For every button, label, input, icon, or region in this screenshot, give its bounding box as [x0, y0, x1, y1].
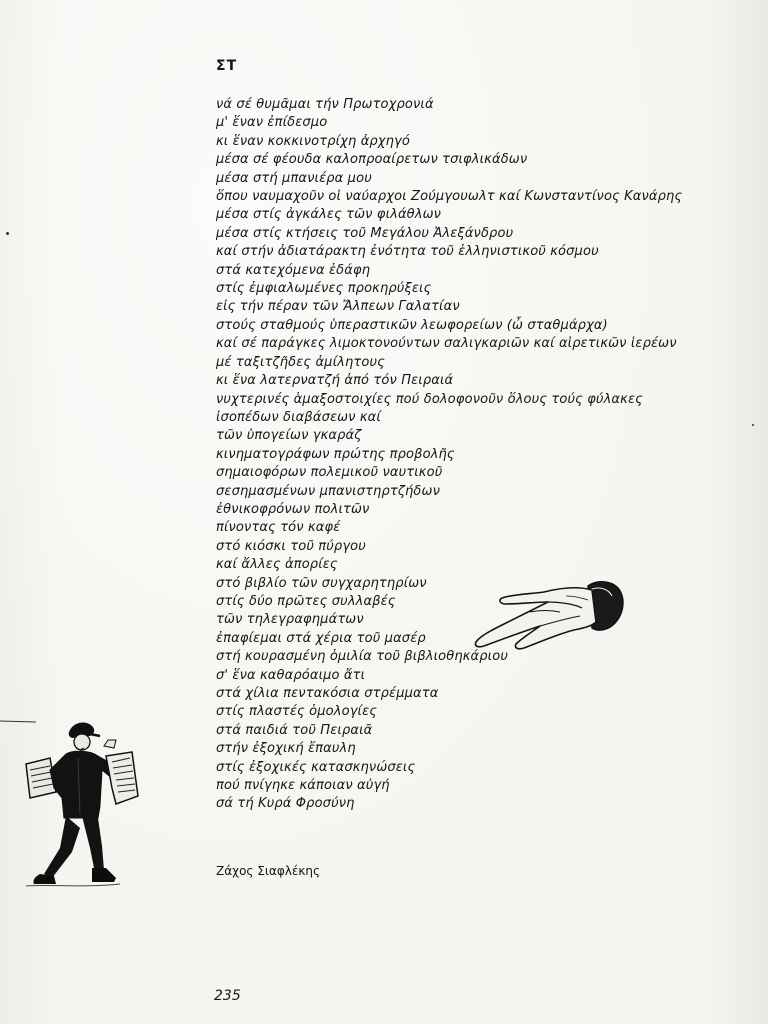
poem-line: στό κιόσκι τοῦ πύργου — [216, 538, 366, 554]
author-name: Ζάχος Σιαφλέκης — [216, 864, 321, 878]
poem-line: μέσα στίς ἀγκάλες τῶν φιλάθλων — [216, 207, 442, 223]
poem-line: σ' ἕνα καθαρόαιμο ἄτι — [216, 667, 366, 683]
poem-line: μ' ἕναν ἐπίδεσμο — [216, 115, 328, 131]
poem-line: στά παιδιά τοῦ Πειραιᾶ — [216, 722, 373, 738]
poem-line: μέσα στίς κτήσεις τοῦ Μεγάλου Ἀλεξάνδρου — [216, 225, 514, 241]
poem-line: τῶν τηλεγραφημάτων — [216, 612, 364, 628]
poem-line: στήν ἐξοχική ἔπαυλη — [216, 741, 356, 757]
poem-line: στίς δύο πρῶτες συλλαβές — [216, 593, 396, 609]
poem-line: μέσα σέ φέουδα καλοπροαίρετων τσιφλικάδων — [216, 152, 528, 168]
poem-line: καί ἄλλες ἀπορίες — [216, 557, 338, 573]
pointing-hand-icon — [470, 572, 630, 662]
poem-line: στούς σταθμούς ὑπεραστικῶν λεωφορείων (ὦ σταθμάρχα) — [216, 317, 608, 333]
poem-line: σημαιοφόρων πολεμικοῦ ναυτικοῦ — [216, 465, 443, 481]
poem-line: στίς ἐξοχικές κατασκηνώσεις — [216, 759, 416, 775]
poem-line: νά σέ θυμᾶμαι τήν Πρωτοχρονιά — [216, 97, 434, 112]
poem-body — [216, 96, 682, 814]
poem-line: καί σέ παράγκες λιμοκτονούντων σαλιγκαριῶν καί αἱρετικῶν ἱερέων — [216, 336, 677, 352]
poem-line: τῶν ὑπογείων γκαράζ — [216, 428, 362, 444]
poem-line: εἰς τήν πέραν τῶν Ἄλπεων Γαλατίαν — [216, 299, 460, 315]
poem-line: ἐθνικοφρόνων πολιτῶν — [216, 501, 370, 517]
poem-line: ἰσοπέδων διαβάσεων καί — [216, 409, 381, 425]
newspaper-boy-icon — [20, 718, 145, 890]
poem-line: ὅπου ναυμαχοῦν οἱ ναύαρχοι Ζούμγουωλτ καί Κωνσταντίνος Κανάρης — [216, 189, 683, 205]
poem-line: στίς ἐμφιαλωμένες προκηρύξεις — [216, 281, 432, 297]
poem-line: στή κουρασμένη ὁμιλία τοῦ βιβλιοθηκάριου — [216, 649, 509, 665]
poem-line: πού πνίγηκε κάποιαν αὐγή — [216, 778, 390, 794]
poem-line: σεσημασμένων μπανιστηρτζήδων — [216, 483, 440, 499]
poem-line: κι ἕναν κοκκινοτρίχη ἀρχηγό — [216, 133, 410, 149]
section-heading: ΣΤ — [216, 58, 238, 74]
margin-line — [0, 718, 40, 724]
poem-line: καί στήν ἀδιατάρακτη ἐνότητα τοῦ ἑλληνιστικοῦ κόσμου — [216, 244, 599, 260]
poem-line: ἐπαφίεμαι στά χέρια τοῦ μασέρ — [216, 630, 426, 646]
poem-line: στό βιβλίο τῶν συγχαρητηρίων — [216, 575, 427, 591]
poem-line: στίς πλαστές ὁμολογίες — [216, 704, 378, 720]
ink-speck — [752, 424, 754, 426]
poem-line: πίνοντας τόν καφέ — [216, 520, 341, 536]
ink-speck — [6, 232, 9, 235]
poem-line: κινηματογράφων πρώτης προβολῆς — [216, 446, 455, 462]
poem-line: κι ἕνα λατερνατζή ἀπό τόν Πειραιά — [216, 373, 454, 389]
poem-line: μέσα στή μπανιέρα μου — [216, 170, 372, 186]
poem-line: μέ ταξιτζῆδες ἀμίλητους — [216, 354, 385, 370]
page-number: 235 — [214, 988, 241, 1004]
poem-line: στά κατεχόμενα ἐδάφη — [216, 262, 371, 278]
poem-line: νυχτερινές ἁμαξοστοιχίες πού δολοφονοῦν ὅλους τούς φύλακες — [216, 391, 643, 407]
poem-line: σά τή Κυρά Φροσύνη — [216, 796, 355, 812]
poem-line: στά χίλια πεντακόσια στρέμματα — [216, 686, 439, 701]
